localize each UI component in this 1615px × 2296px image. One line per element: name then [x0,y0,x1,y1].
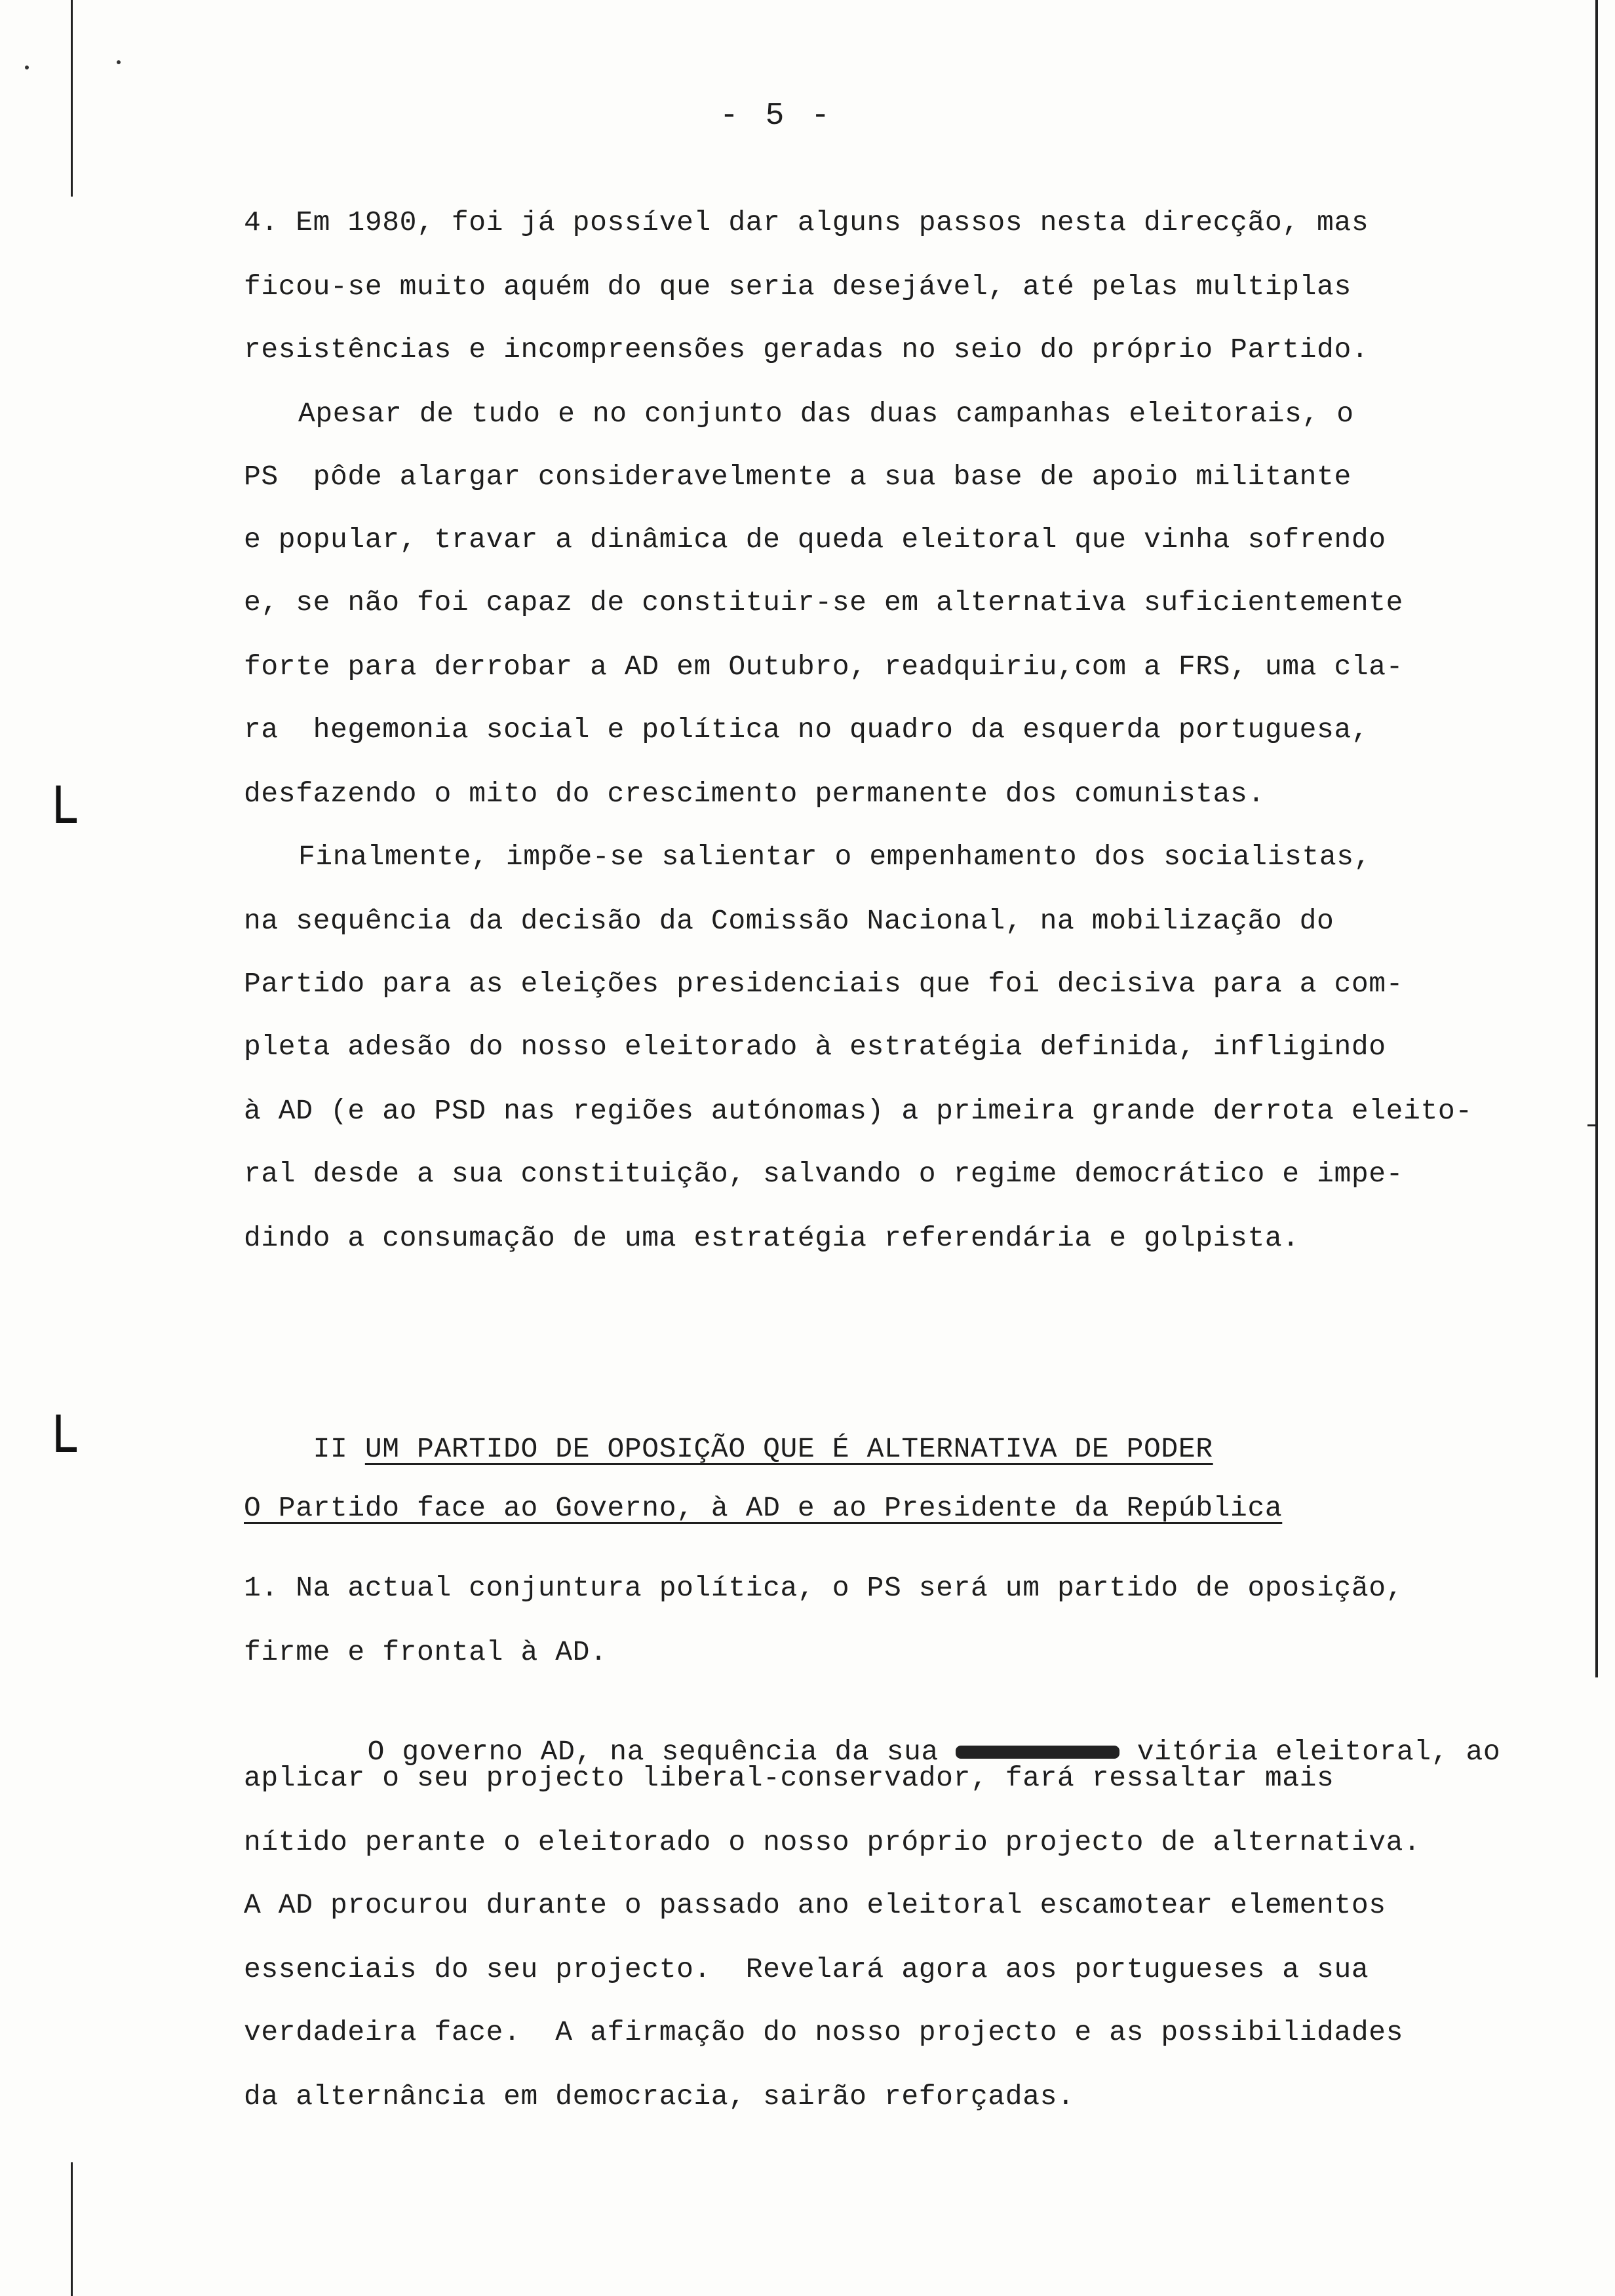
text-line: ra hegemonia social e política no quadro da esquerda portuguesa, [244,714,1369,746]
text-line: Finalmente, impõe-se salientar o empenhamento dos socialistas, [298,841,1372,873]
subsection-title: O Partido face ao Governo, à AD e ao Presidente da República [244,1492,1283,1524]
text-line: verdadeira face. A afirmação do nosso projecto e as possibilidades [244,2016,1404,2048]
binder-hook-mark: └ [41,786,77,855]
right-edge-tick [1587,1124,1595,1126]
section-heading [244,1394,1213,1504]
text-line: resistências e incompreensões geradas no seio do próprio Partido. [244,334,1369,366]
left-margin-line-bottom [71,2162,73,2296]
text-line: desfazendo o mito do crescimento permanente dos comunistas. [244,778,1265,810]
text-line: nítido perante o eleitorado o nosso próprio projecto de alternativa. [244,1826,1421,1858]
text-line: ral desde a sua constituição, salvando o regime democrático e impe- [244,1158,1404,1190]
strikeout-mark [956,1746,1119,1759]
text-line: à AD (e ao PSD nas regiões autónomas) a primeira grande derrota eleito- [244,1095,1473,1127]
margin-mark [25,66,29,69]
text-line: PS pôde alargar consideravelmente a sua base de apoio militante [244,461,1352,493]
right-edge-line [1595,0,1598,1677]
margin-mark [117,60,121,64]
text-line: aplicar o seu projecto liberal-conservador, fará ressaltar mais [244,1762,1334,1794]
text-line: A AD procurou durante o passado ano eleitoral escamotear elementos [244,1889,1386,1921]
text-line: e popular, travar a dinâmica de queda eleitoral que vinha sofrendo [244,524,1386,556]
text-line: forte para derrobar a AD em Outubro, readquiriu,com a FRS, uma cla- [244,651,1404,683]
text-segment: vitória eleitoral, ao [1119,1736,1501,1768]
text-line: Apesar de tudo e no conjunto das duas campanhas eleitorais, o [298,398,1354,430]
text-line: Partido para as eleições presidenciais que foi decisiva para a com- [244,968,1404,1000]
text-line: na sequência da decisão da Comissão Nacional, na mobilização do [244,905,1334,937]
text-line: ficou-se muito aquém do que seria desejável, até pelas multiplas [244,271,1352,303]
binder-hook-mark: └ [41,1415,77,1484]
left-margin-line [71,0,73,197]
text-line: da alternância em democracia, sairão reforçadas. [244,2080,1075,2113]
text-line: essenciais do seu projecto. Revelará agora aos portugueses a sua [244,1953,1369,1985]
text-line: 1. Na actual conjuntura política, o PS será um partido de oposição, [244,1572,1404,1604]
section-title: UM PARTIDO DE OPOSIÇÃO QUE É ALTERNATIVA DE PODER [364,1433,1213,1465]
text-line: e, se não foi capaz de constituir-se em alternativa suficientemente [244,586,1404,619]
section-number: II [313,1433,365,1465]
text-line: dindo a consumação de uma estratégia referendária e golpista. [244,1222,1300,1254]
text-line: 4. Em 1980, foi já possível dar alguns passos nesta direcção, mas [244,206,1369,239]
text-line: pleta adesão do nosso eleitorado à estratégia definida, infligindo [244,1031,1386,1063]
text-line: firme e frontal à AD. [244,1636,608,1668]
page-number: - 5 - [720,98,834,134]
text-segment: O governo AD, na sequência da sua [367,1736,939,1768]
